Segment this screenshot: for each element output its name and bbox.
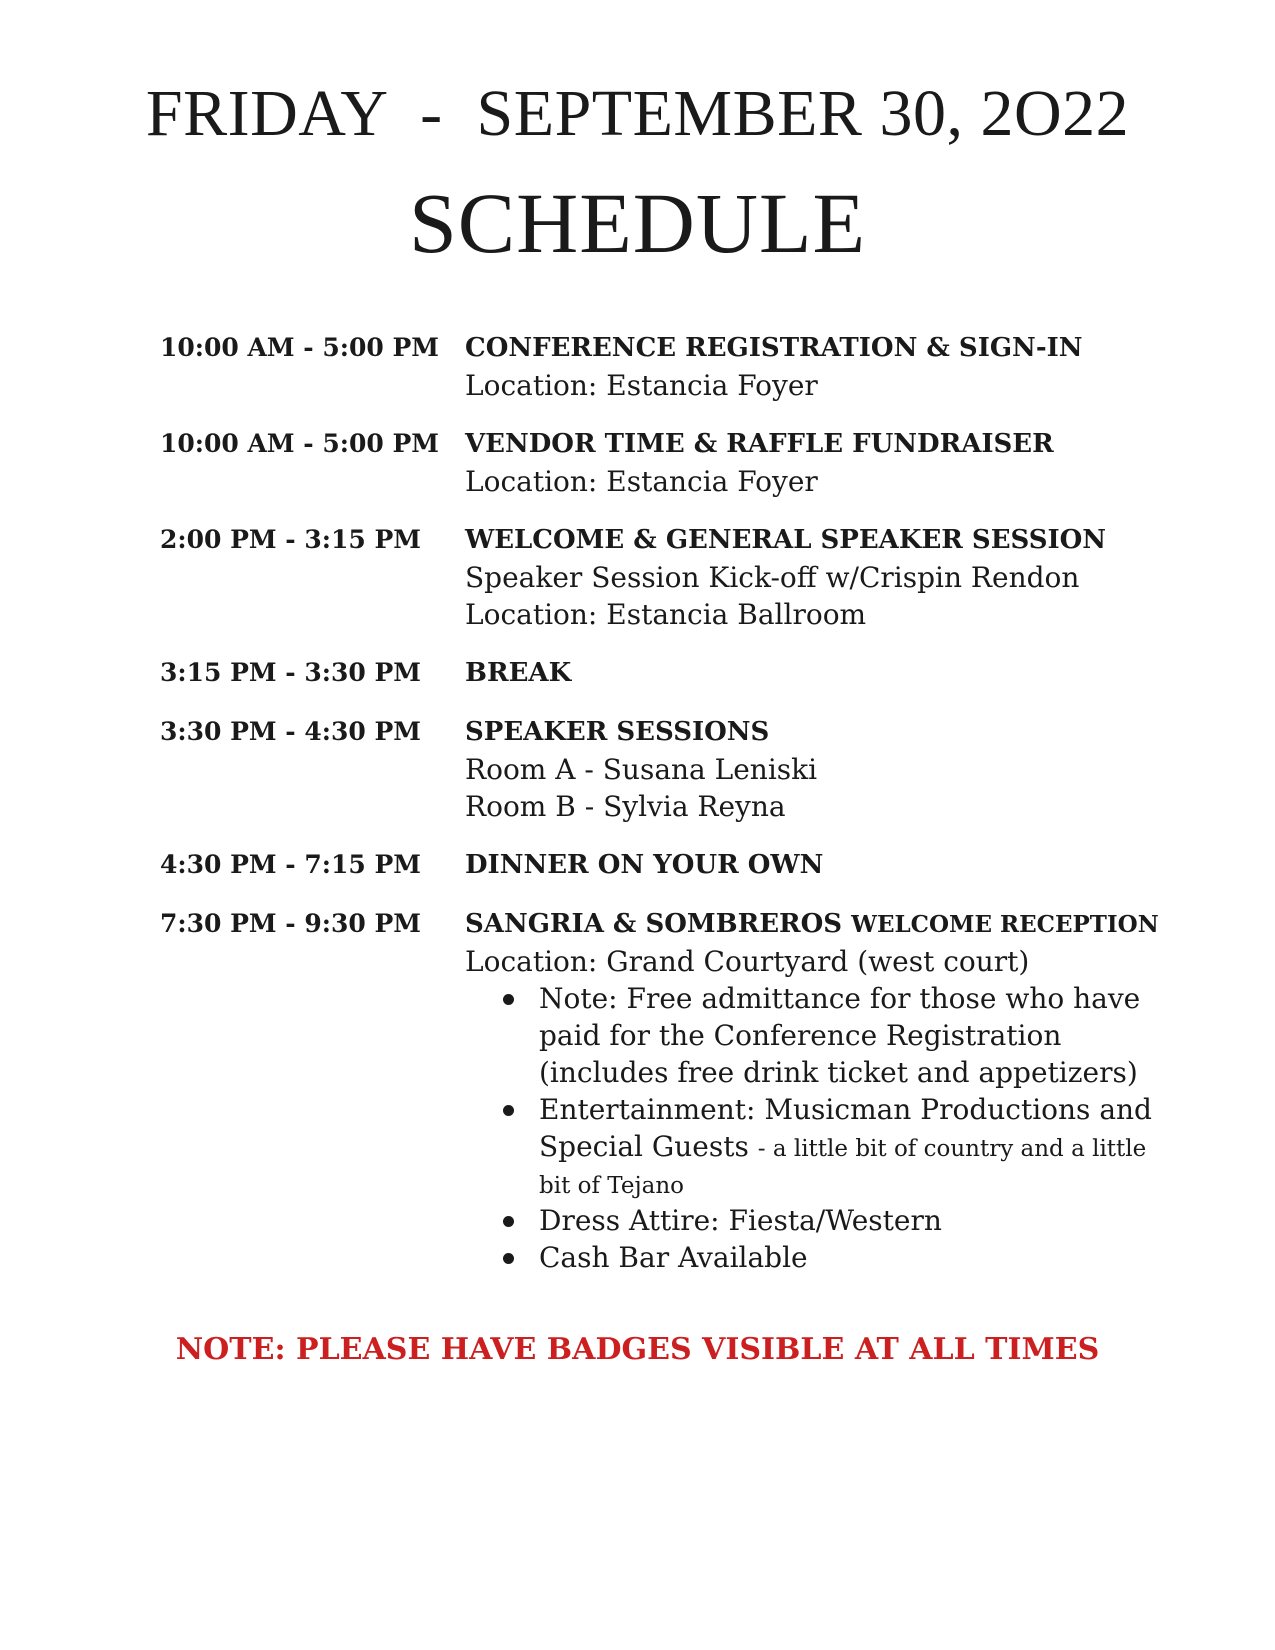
reception-details-list	[465, 980, 1159, 1276]
bullet-text: Dress Attire: Fiesta/Western	[539, 1204, 942, 1237]
list-item	[503, 1239, 1159, 1276]
event-title: DINNER ON YOUR OWN	[465, 850, 824, 880]
bullet-icon	[503, 994, 514, 1005]
bullet-subtext: - a little bit of country and a little bit of Tejano	[539, 1136, 1147, 1199]
schedule-time: 7:30 PM - 9:30 PM	[160, 909, 421, 938]
badge-note: NOTE: PLEASE HAVE BADGES VISIBLE AT ALL TIMES	[175, 1332, 1100, 1367]
schedule-time: 2:00 PM - 3:15 PM	[160, 525, 421, 554]
event-room: Room B - Sylvia Reyna	[465, 790, 786, 823]
schedule-item	[160, 847, 1120, 884]
event-speaker: Speaker Session Kick-off w/Crispin Rendon	[465, 561, 1080, 594]
bullet-icon	[503, 1253, 514, 1264]
event-location: Location: Estancia Ballroom	[465, 598, 867, 631]
schedule-time: 10:00 AM - 5:00 PM	[160, 429, 439, 458]
page-title: SCHEDULE	[408, 175, 867, 271]
event-title: BREAK	[465, 658, 572, 688]
schedule-time: 10:00 AM - 5:00 PM	[160, 333, 439, 362]
event-title: VENDOR TIME & RAFFLE FUNDRAISER	[465, 429, 1054, 459]
schedule-item	[160, 426, 1120, 500]
schedule-item	[160, 522, 1120, 633]
event-title-main: SANGRIA & SOMBREROS	[465, 909, 843, 939]
list-item	[503, 1202, 1159, 1239]
event-location: Location: Estancia Foyer	[465, 369, 818, 402]
date-heading: FRIDAY - SEPTEMBER 30, 2O22	[145, 77, 1130, 150]
schedule-item	[160, 714, 1120, 825]
schedule-detail	[465, 330, 1120, 404]
schedule-detail	[465, 714, 1120, 825]
event-title	[465, 906, 1159, 943]
schedule-time: 3:15 PM - 3:30 PM	[160, 658, 421, 687]
schedule-item	[160, 655, 1120, 692]
bullet-text: Entertainment: Musicman Productions and Special Guests	[539, 1093, 1152, 1163]
schedule-detail	[465, 906, 1159, 1276]
schedule-time: 3:30 PM - 4:30 PM	[160, 717, 421, 746]
event-room: Room A - Susana Leniski	[465, 753, 818, 786]
event-location: Location: Estancia Foyer	[465, 465, 818, 498]
schedule-item	[160, 330, 1120, 404]
bullet-text: Cash Bar Available	[539, 1241, 808, 1274]
list-item	[503, 980, 1159, 1091]
list-item	[503, 1091, 1159, 1202]
schedule-time: 4:30 PM - 7:15 PM	[160, 850, 421, 879]
schedule-item	[160, 906, 1159, 1276]
bullet-text: Note: Free admittance for those who have paid for the Conference Registration (includes free drink ticket and appetizers)	[539, 982, 1141, 1089]
schedule-detail	[465, 655, 1120, 692]
schedule-detail	[465, 426, 1120, 500]
event-title-suffix: WELCOME RECEPTION	[851, 911, 1159, 938]
event-title: CONFERENCE REGISTRATION & SIGN-IN	[465, 333, 1083, 363]
event-title: WELCOME & GENERAL SPEAKER SESSION	[465, 525, 1107, 555]
schedule-detail	[465, 522, 1120, 633]
bullet-icon	[503, 1216, 514, 1227]
bullet-icon	[503, 1105, 514, 1116]
event-location: Location: Grand Courtyard (west court)	[465, 945, 1030, 978]
schedule-detail	[465, 847, 1120, 884]
schedule-list	[160, 330, 1159, 1298]
event-title: SPEAKER SESSIONS	[465, 717, 770, 747]
